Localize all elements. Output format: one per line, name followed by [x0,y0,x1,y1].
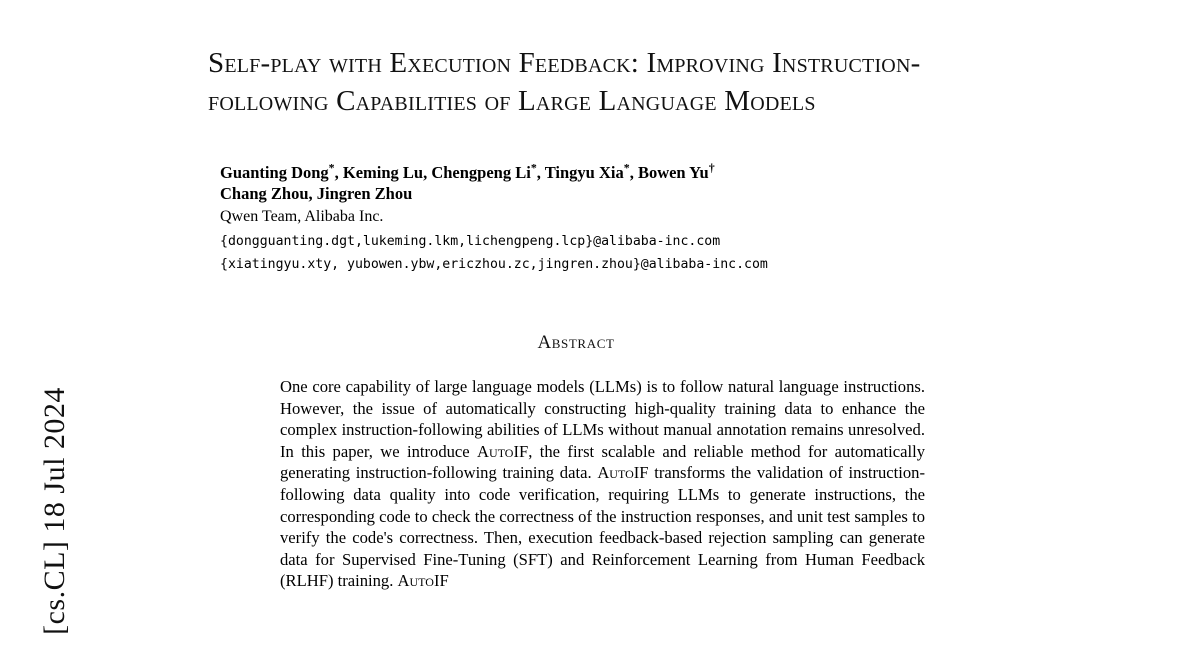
page-title: Self-play with Execution Feedback: Improving Instruction-following Capabilities of Large Language Models [208,47,921,117]
arxiv-stamp-text: [cs.CL] 18 Jul 2024 [38,387,72,635]
author-block [208,162,998,274]
paper-content [208,0,998,592]
email-line-2: {xiatingyu.xty, yubowen.ybw,ericzhou.zc,jingren.zhou}@alibaba-inc.com [220,257,768,272]
author-line-2: Chang Zhou, Jingren Zhou [220,184,413,203]
abstract-body [280,376,925,592]
author-line-1: Guanting Dong*, Keming Lu, Chengpeng Li*, Tingyu Xia*, Bowen Yu† [220,160,715,182]
email-line-1: {dongguanting.dgt,lukeming.lkm,lichengpeng.lcp}@alibaba-inc.com [220,234,721,249]
abstract-heading: Abstract [537,332,615,353]
arxiv-stamp [10,0,100,648]
affiliation: Qwen Team, Alibaba Inc. [220,208,384,225]
abstract-paragraph: One core capability of large language models (LLMs) is to follow natural language instructions. However, the issue of automatically constructing high-quality training data to enhance the complex instruction-following abilities of LLMs without manual annotation remains unresolved. In this paper, we introduce AutoIF, the first scalable and reliable method for automatically generating instruction-following training data. AutoIF transforms the validation of instruction-following data quality into code verification, requiring LLMs to generate instructions, the corresponding code to check the correctness of the instruction responses, and unit test samples to verify the code's correctness. Then, execution feedback-based rejection sampling can generate data for Supervised Fine-Tuning (SFT) and Reinforcement Learning from Human Feedback (RLHF) training. AutoIF [280,377,925,591]
